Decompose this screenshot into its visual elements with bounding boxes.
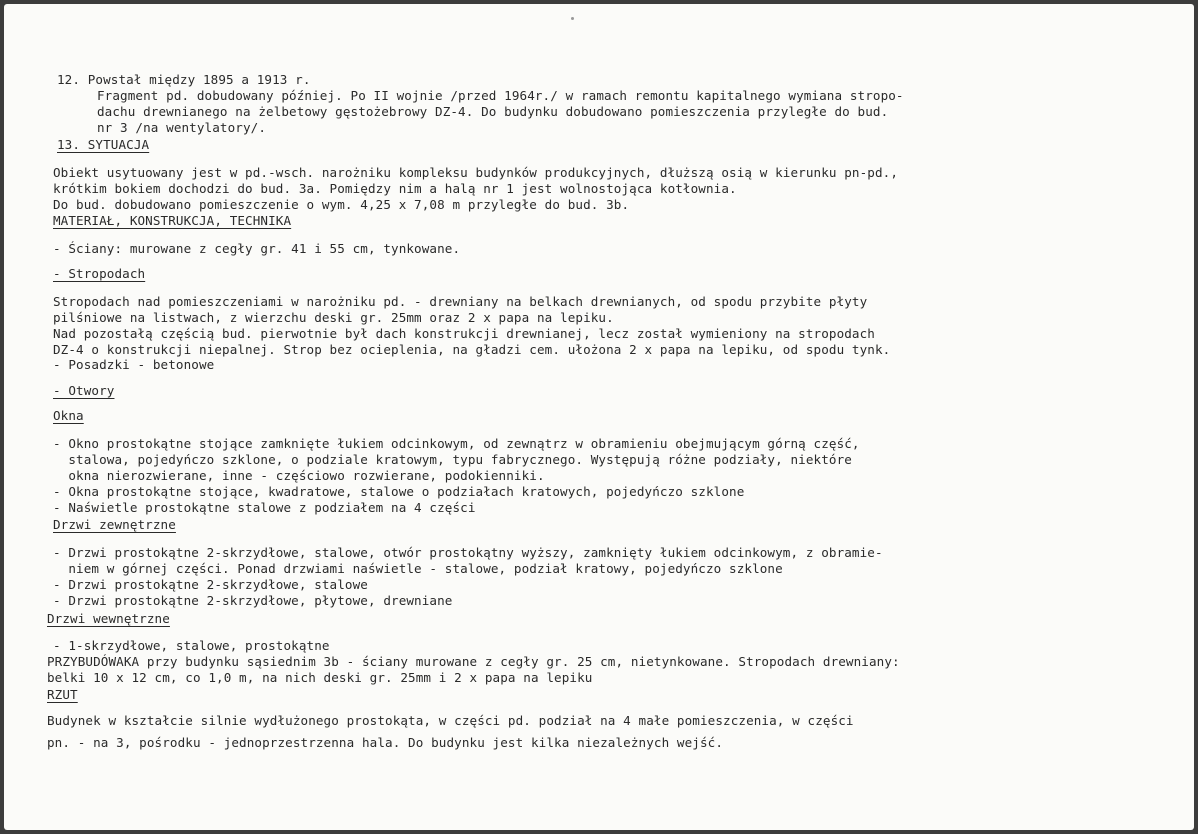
text-line: - Drzwi prostokątne 2-skrzydłowe, płytowe, drewniane bbox=[53, 593, 453, 608]
text-line: stalowa, pojedyńczo szklone, o podziale kratowym, typu fabrycznego. Występują różne podziały, niektóre bbox=[53, 452, 852, 467]
text-line: niem w górnej części. Ponad drzwiami naświetle - stalowe, podział kratowy, pojedyńczo szklone bbox=[53, 561, 783, 576]
text-line: - Drzwi prostokątne 2-skrzydłowe, stalowe, otwór prostokątny wyższy, zamknięty łukiem odcinkowym, z obramie- bbox=[53, 545, 883, 560]
text-line: - Naświetle prostokątne stalowe z podziałem na 4 części bbox=[53, 500, 476, 515]
text-line: Obiekt usytuowany jest w pd.-wsch. narożniku kompleksu budynków produkcyjnych, dłuższą osią w kierunku pn-pd., bbox=[53, 165, 899, 180]
heading-rzut: RZUT bbox=[47, 687, 78, 702]
heading-drzwi-zewnetrzne: Drzwi zewnętrzne bbox=[53, 517, 176, 532]
text-line: dachu drewnianego na żelbetowy gęstożebrowy DZ-4. Do budynku dobudowano pomieszczenia przyległe do bud. bbox=[97, 104, 889, 119]
heading-sytuacja: 13. SYTUACJA bbox=[57, 137, 150, 152]
text-line: DZ-4 o konstrukcji niepalnej. Strop bez ocieplenia, na gładzi cem. ułożona 2 x papa na lepiku, od spodu tynk. bbox=[53, 342, 891, 357]
heading-drzwi-wewnetrzne: Drzwi wewnętrzne bbox=[47, 611, 170, 626]
text-line: okna nierozwierane, inne - częściowo rozwierane, podokienniki. bbox=[53, 468, 545, 483]
heading-material: MATERIAŁ, KONSTRUKCJA, TECHNIKA bbox=[53, 213, 292, 228]
text-line: - 1-skrzydłowe, stalowe, prostokątne bbox=[53, 638, 330, 653]
text-line: pilśniowe na listwach, z wierzchu deski gr. 25mm oraz 2 x papa na lepiku. bbox=[53, 310, 614, 325]
section-12-heading: 12. Powstał między 1895 a 1913 r. bbox=[57, 72, 311, 87]
text-line: belki 10 x 12 cm, co 1,0 m, na nich deski gr. 25mm i 2 x papa na lepiku bbox=[47, 670, 593, 685]
text-line: Fragment pd. dobudowany później. Po II wojnie /przed 1964r./ w ramach remontu kapitalnego wymiana stropo- bbox=[97, 88, 904, 103]
text-line: pn. - na 3, pośrodku - jednoprzestrzenna hala. Do budynku jest kilka niezależnych wejść. bbox=[47, 735, 724, 750]
heading-stropodach: - Stropodach bbox=[53, 266, 146, 281]
text-line: Nad pozostałą częścią bud. pierwotnie był dach konstrukcji drewnianej, lecz został wymieniony na stropodach bbox=[53, 326, 875, 341]
text-line: krótkim bokiem dochodzi do bud. 3a. Pomiędzy nim a halą nr 1 jest wolnostojąca kotłownia. bbox=[53, 181, 737, 196]
text-line-posadzki: - Posadzki - betonowe bbox=[53, 357, 215, 372]
punch-dot bbox=[571, 17, 574, 20]
text-line: Budynek w kształcie silnie wydłużonego prostokąta, w części pd. podział na 4 małe pomieszczenia, w części bbox=[47, 713, 854, 728]
text-line: Stropodach nad pomieszczeniami w narożniku pd. - drewniany na belkach drewnianych, od spodu przybite płyty bbox=[53, 294, 868, 309]
text-line-przybudowka: PRZYBUDÓWAKA przy budynku sąsiednim 3b - ściany murowane z cegły gr. 25 cm, nietynkowane. Stropodach drewniany: bbox=[47, 654, 900, 669]
text-line: - Drzwi prostokątne 2-skrzydłowe, stalowe bbox=[53, 577, 368, 592]
text-line: - Okna prostokątne stojące, kwadratowe, stalowe o podziałach kratowych, pojedyńczo szklone bbox=[53, 484, 745, 499]
text-line: - Okno prostokątne stojące zamknięte łukiem odcinkowym, od zewnątrz w obramieniu obejmującym górną część, bbox=[53, 436, 860, 451]
text-line-sciany: - Ściany: murowane z cegły gr. 41 i 55 cm, tynkowane. bbox=[53, 241, 461, 256]
heading-okna: Okna bbox=[53, 408, 84, 423]
document-card bbox=[4, 4, 1194, 830]
text-line: Do bud. dobudowano pomieszczenie o wym. 4,25 x 7,08 m przyległe do bud. 3b. bbox=[53, 197, 630, 212]
text-line: nr 3 /na wentylatory/. bbox=[97, 120, 267, 135]
heading-otwory: - Otwory bbox=[53, 383, 115, 398]
